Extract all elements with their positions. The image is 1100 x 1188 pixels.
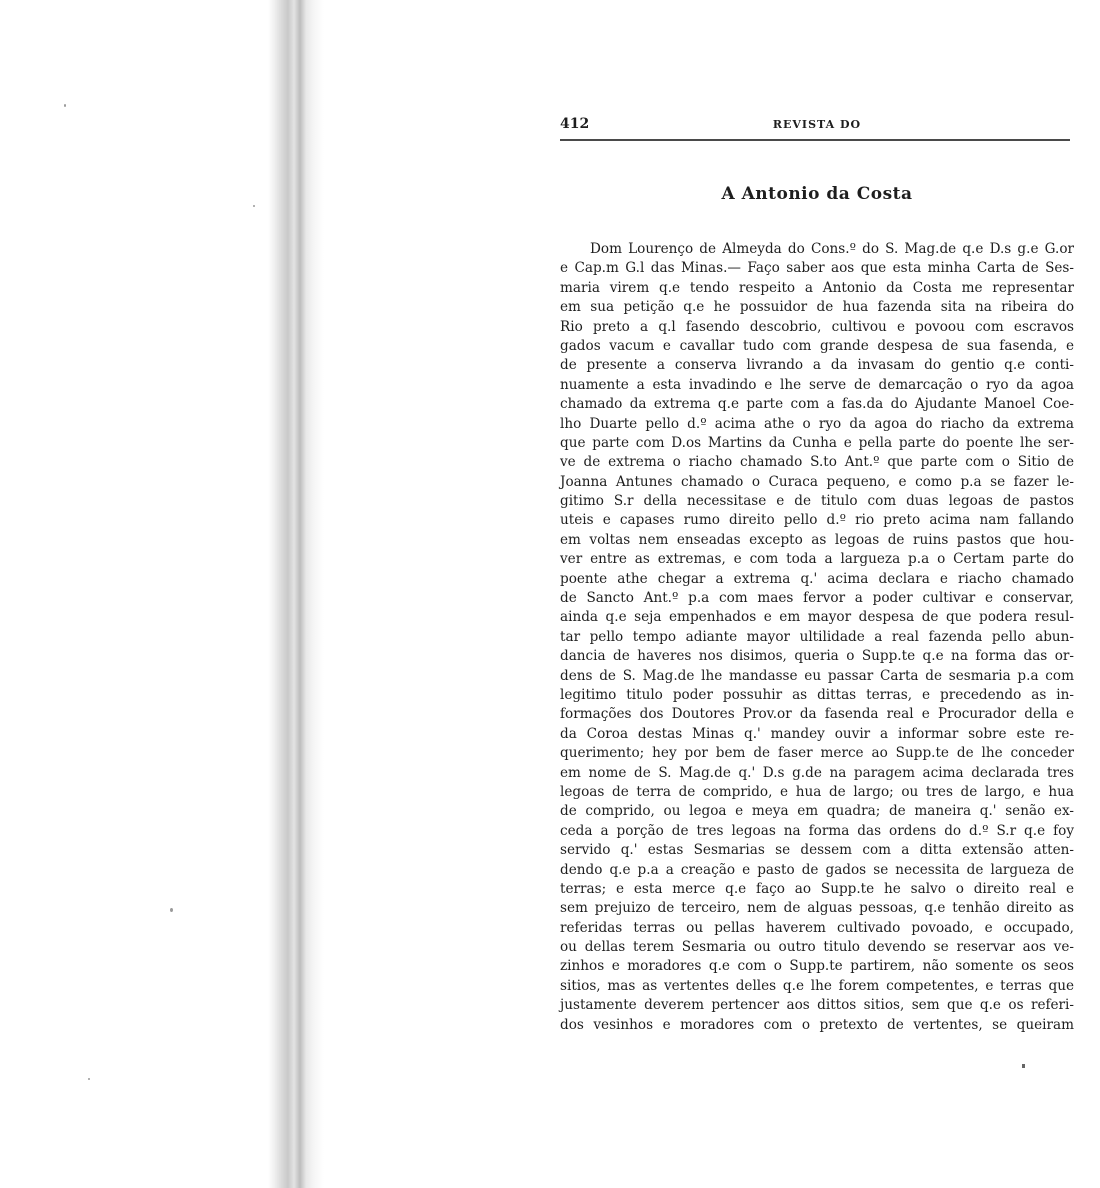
text-line: dendo q.e p.a a creação e pasto de gados se necessita de largueza de xyxy=(560,861,1074,878)
text-line: em voltas nem enseadas excepto as legoas de ruins pastos que hou- xyxy=(560,531,1074,548)
text-line: legoas de terra de comprido, e hua de largo; ou tres de largo, e hua xyxy=(560,783,1074,800)
text-line: nuamente a esta invadindo e lhe serve de demarcação o ryo da agoa xyxy=(560,376,1074,393)
book-page xyxy=(560,112,1074,1033)
scan-speck xyxy=(1022,1064,1025,1068)
text-line: lho Duarte pello d.º acima athe o ryo da agoa do riacho da extrema xyxy=(560,415,1074,432)
text-line: sem prejuizo de terceiro, nem de alguas pessoas, q.e tenhão direito as xyxy=(560,900,1074,917)
text-line: justamente deverem pertencer aos dittos sitios, sem que q.e os referi- xyxy=(560,997,1074,1014)
text-line: ceda a porção de tres legoas na forma das ordens do d.º S.r q.e foy xyxy=(560,822,1074,839)
text-line: Rio preto a q.l fasendo descobrio, cultivou e povoou com escravos xyxy=(560,318,1074,335)
text-line: sitios, mas as vertentes delles q.e lhe forem competentes, e terras que xyxy=(560,977,1074,994)
text-line: dos vesinhos e moradores com o pretexto de vertentes, se queiram xyxy=(560,1016,1074,1033)
text-line: ver entre as extremas, e com toda a largueza p.a o Certam parte do xyxy=(560,551,1074,568)
text-line: gitimo S.r della necessitase e de titulo com duas legoas de pastos xyxy=(560,493,1074,510)
document-body xyxy=(560,240,1074,1035)
text-line: maria virem q.e tendo respeito a Antonio da Costa me representar xyxy=(560,279,1074,296)
text-line: em sua petição q.e he possuidor de hua fazenda sita na ribeira do xyxy=(560,299,1074,316)
text-line: uteis e capases rumo direito pello d.º rio preto acima nam fallando xyxy=(560,512,1074,529)
scan-speck xyxy=(88,1078,90,1080)
text-line: poente athe chegar a extrema q.' acima declara e riacho chamado xyxy=(560,570,1074,587)
text-line: de Sancto Ant.º p.a com maes fervor a poder cultivar e conservar, xyxy=(560,590,1074,607)
text-line: de comprido, ou legoa e meya em quadra; de maneira q.' senão ex- xyxy=(560,803,1074,820)
text-line: da Coroa destas Minas q.' mandey ouvir a informar sobre este re- xyxy=(560,725,1074,742)
text-line: querimento; hey por bem de faser merce ao Supp.te de lhe conceder xyxy=(560,745,1074,762)
scan-speck xyxy=(64,104,66,107)
journal-title: REVISTA DO xyxy=(772,118,862,131)
text-line: servido q.' estas Sesmarias se dessem com a ditta extensão atten- xyxy=(560,842,1074,859)
scan-speck xyxy=(253,205,255,207)
running-head xyxy=(560,112,1074,134)
book-binding-gutter xyxy=(268,0,324,1188)
text-line: formações dos Doutores Prov.or da fasenda real e Procurador della e xyxy=(560,706,1074,723)
text-line: dancia de haveres nos disimos, queria o Supp.te q.e na forma das or- xyxy=(560,648,1074,665)
text-line: ou dellas terem Sesmaria ou outro titulo devendo se reservar aos ve- xyxy=(560,939,1074,956)
page-number: 412 xyxy=(560,116,590,132)
text-line: terras; e esta merce q.e faço ao Supp.te he salvo o direito real e xyxy=(560,880,1074,897)
document-title: A Antonio da Costa xyxy=(721,184,913,204)
text-line: legitimo titulo poder possuhir as dittas terras, e precedendo as in- xyxy=(560,686,1074,703)
text-line: referidas terras ou pellas haverem cultivado povoado, e occupado, xyxy=(560,919,1074,936)
text-line: em nome de S. Mag.de q.' D.s g.de na paragem acima declarada tres xyxy=(560,764,1074,781)
text-line: Joanna Antunes chamado o Curaca pequeno, e como p.a se fazer le- xyxy=(560,473,1074,490)
text-line: zinhos e moradores q.e com o Supp.te partirem, não somente os seos xyxy=(560,958,1074,975)
text-line: de presente a conserva livrando a da invasam do gentio q.e conti- xyxy=(560,357,1074,374)
text-line: e Cap.m G.l das Minas.— Faço saber aos que esta minha Carta de Ses- xyxy=(560,260,1074,277)
text-line: chamado da extrema q.e parte com a fas.da do Ajudante Manoel Coe- xyxy=(560,396,1074,413)
text-line: tar pello tempo adiante mayor ultilidade a real fazenda pello abun- xyxy=(560,628,1074,645)
text-line: ainda q.e seja empenhados e em mayor despesa de que podera resul- xyxy=(560,609,1074,626)
text-line: dens de S. Mag.de lhe mandasse eu passar Carta de sesmaria p.a com xyxy=(560,667,1074,684)
header-rule xyxy=(560,139,1070,141)
text-line: gados vacum e cavallar tudo com grande despesa de sua fasenda, e xyxy=(560,337,1074,354)
text-line: Dom Lourenço de Almeyda do Cons.º do S. Mag.de q.e D.s g.e G.or xyxy=(590,241,1074,257)
text-line: ve de extrema o riacho chamado S.to Ant.º que parte com o Sitio de xyxy=(560,454,1074,471)
scan-speck xyxy=(170,908,173,912)
text-line: que parte com D.os Martins da Cunha e pella parte do poente lhe ser- xyxy=(560,434,1074,451)
